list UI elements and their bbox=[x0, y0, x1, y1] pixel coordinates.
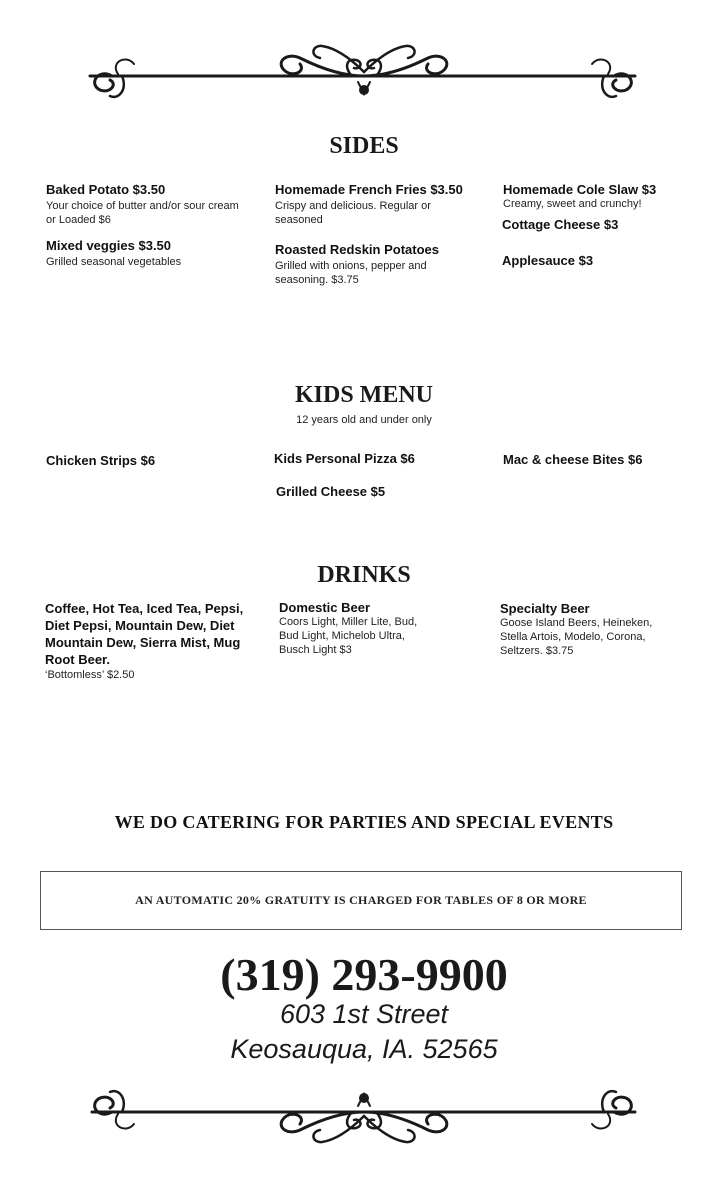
menu-item bbox=[275, 182, 490, 227]
menu-item bbox=[275, 242, 490, 287]
kids-menu-subtitle: 12 years old and under only bbox=[296, 414, 432, 426]
menu-item bbox=[46, 182, 256, 227]
menu-item bbox=[45, 600, 245, 682]
item-name: Homemade Cole Slaw $3 bbox=[503, 182, 657, 197]
drinks-heading: DRINKS bbox=[317, 562, 411, 588]
menu-item bbox=[503, 182, 703, 211]
gratuity-box bbox=[40, 871, 682, 930]
item-description: Crispy and delicious. Regular or seasoned bbox=[275, 200, 431, 226]
item-name: Applesauce $3 bbox=[502, 253, 594, 268]
item-description: Your choice of butter and/or sour cream or Loaded $6 bbox=[46, 200, 239, 226]
menu-item bbox=[279, 600, 439, 657]
top-scroll-ornament-icon bbox=[0, 38, 728, 114]
item-name: Mixed veggies $3.50 bbox=[46, 238, 172, 253]
menu-item bbox=[500, 601, 675, 658]
item-description: Grilled with onions, pepper and seasoning. $3.75 bbox=[275, 260, 427, 286]
item-name: Specialty Beer bbox=[500, 601, 590, 616]
item-name: Baked Potato $3.50 bbox=[46, 182, 166, 197]
menu-item: Kids Personal Pizza $6 bbox=[274, 451, 415, 466]
menu-item bbox=[502, 217, 702, 232]
street-address: 603 1st Street bbox=[279, 999, 449, 1029]
kids-menu-heading: KIDS MENU bbox=[294, 382, 433, 408]
sides-heading: SIDES bbox=[329, 133, 399, 159]
menu-item: Grilled Cheese $5 bbox=[276, 484, 386, 499]
city-state-zip: Keosauqua, IA. 52565 bbox=[230, 1034, 498, 1064]
phone-number[interactable]: (319) 293-9900 bbox=[220, 949, 508, 1000]
item-name: Roasted Redskin Potatoes bbox=[275, 242, 439, 257]
item-name: Domestic Beer bbox=[279, 600, 371, 615]
item-name: Coffee, Hot Tea, Iced Tea, Pepsi, Diet Pepsi, Mountain Dew, Diet Mountain Dew, Sierra Mist, Mug Root Beer. bbox=[45, 601, 244, 667]
menu-item: Chicken Strips $6 bbox=[46, 453, 156, 468]
gratuity-notice: AN AUTOMATIC 20% GRATUITY IS CHARGED FOR TABLES OF 8 OR MORE bbox=[135, 893, 587, 907]
bottom-scroll-ornament-icon bbox=[0, 1078, 728, 1158]
item-name: Cottage Cheese $3 bbox=[502, 217, 619, 232]
item-description: Grilled seasonal vegetables bbox=[46, 256, 182, 268]
menu-item bbox=[46, 238, 256, 269]
catering-notice: WE DO CATERING FOR PARTIES AND SPECIAL EVENTS bbox=[114, 812, 614, 832]
item-description: Creamy, sweet and crunchy! bbox=[503, 198, 642, 210]
item-name: Homemade French Fries $3.50 bbox=[275, 182, 463, 197]
menu-item bbox=[502, 253, 702, 268]
item-description: ‘Bottomless’ $2.50 bbox=[45, 669, 135, 681]
item-description: Goose Island Beers, Heineken, Stella Artois, Modelo, Corona, Seltzers. $3.75 bbox=[500, 617, 653, 657]
item-description: Coors Light, Miller Lite, Bud, Bud Light, Michelob Ultra, Busch Light $3 bbox=[279, 616, 418, 656]
menu-item: Mac & cheese Bites $6 bbox=[503, 452, 643, 467]
